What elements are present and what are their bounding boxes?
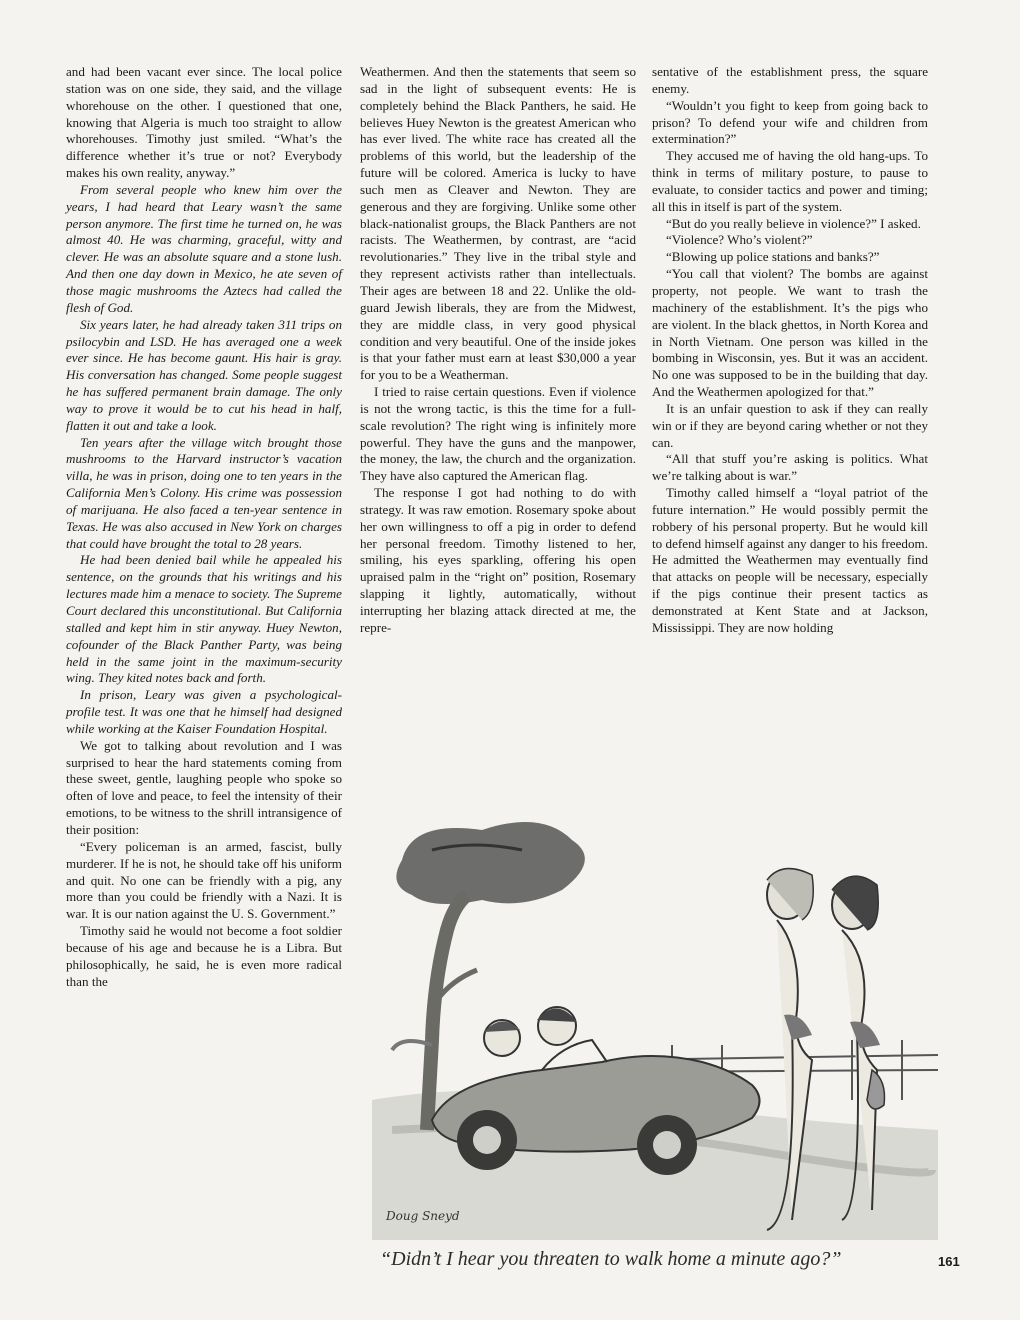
artist-signature: Doug Sneyd [386,1209,460,1223]
page-number: 161 [938,1254,960,1269]
cartoon-illustration [372,800,938,1240]
men-in-car [484,1007,577,1056]
paragraph: Weathermen. And then the statements that seem so sad in the light of subsequent events: He is completely behind the Black Panthers, he said. He believes Huey Newton is the greatest American who has ever lived. The white race has created all the problems of this world, but the leadership of the future will be colored. America is lucky to have such men as Cleaver and Newton. They are generous and they are forgiving. Unlike some other black-nationalist groups, the Black Panthers are not racists. The Weathermen, by contrast, are “acid revolutionaries.” They live in the tribal style and they represent activists rather than intellectuals. Their ages are between 18 and 22. Unlike the old-guard Jewish liberals, they are from the Midwest, they are middle class, in very good physical condition and very beautiful. One of the inside jokes is that your father must earn at least $30,000 a year for you to be a Weatherman. [360,64,636,383]
paragraph: and had been vacant ever since. The local police station was on one side, they said, and the village whorehouse on the other. I questioned that one, knowing that Algeria is much too straight to allow whorehouses. Timothy just smiled. “What’s the difference whether it’s true or not? Everybody makes his own reality, anyway.” [66,64,342,181]
paragraph: Timothy called himself a “loyal patriot of the future internation.” He would possibly permit the robbery of his personal property. But he would kill to defend himself against any danger to his freedom. He admitted the Weathermen may eventually find that attacks on people will be necessary, especially if the pigs continue their present tactics as demonstrated at Kent State and at Jackson, Mississippi. They are now holding [652,485,928,635]
paragraph: Six years later, he had already taken 311 trips on psilocybin and LSD. He has averaged one a week ever since. He has become gaunt. His hair is gray. His conversation has changed. Some people suggest he has suffered permanent brain damage. The only way to prove it would be to cut his head in half, flatten it out and take a look. [66,316,342,433]
paragraph: The response I got had nothing to do with strategy. It was raw emotion. Rosemary spoke about her own willingness to off a pig in order to defend her personal freedom. Timothy listened to her, smiling, his eyes sparkling, offering his open upraised palm in the “right on” position, Rosemary slapping it lightly, automatically, without interrupting her blazing attack directed at me, the repre- [360,485,636,635]
paragraph: They accused me of having the old hang-ups. To think in terms of military posture, to pause to evaluate, to consider tactics and power and timing; all this in itself is part of the system. [652,148,928,214]
paragraph: He had been denied bail while he appealed his sentence, on the grounds that his writings and his lectures made him a menace to society. The Supreme Court declared this unconstitutional. But California stalled and kept him in stir anyway. Huey Newton, cofounder of the Black Panther Party, was being held in the same joint in the maximum-security wing. They kited notes back and forth. [66,552,342,686]
paragraph: In prison, Leary was given a psychological-profile test. It was one that he himself had designed while working at the Kaiser Foundation Hospital. [66,687,342,736]
paragraph: “Wouldn’t you fight to keep from going back to prison? To defend your wife and children from extermination?” [652,97,928,147]
cartoon-caption: “Didn’t I hear you threaten to walk home a minute ago?” [380,1248,842,1270]
paragraph: “You call that violent? The bombs are against property, not people. We want to trash the machinery of the establishment. It’s the pigs who are violent. In the black ghettos, in North Korea and in North Vietnam. One person was killed in the bombing in Wisconsin, yes. But it was an accident. No one was supposed to be in the building that day. And the Weathermen apologized for that.” [652,266,928,400]
paragraph: “Blowing up police stations and banks?” [666,249,880,265]
paragraph: We got to talking about revolution and I was surprised to hear the hard statements coming from these sweet, gentle, laughing people who spoke so often of love and peace, to feel the intensity of their emotions, to be witness to the shrill intransigence of their position: [66,737,342,837]
paragraph: “But do you really believe in violence?” I asked. [666,215,921,231]
paragraph: “Every policeman is an armed, fascist, bully murderer. If he is not, he should take off his uniform and quit. No one can be friendly with a pig, any more than you could be friendly with a Nazi. It is war. It is our nation against the U. S. Government.” [66,838,342,922]
paragraph: Ten years after the village witch brought those mushrooms to the Harvard instructor’s vacation villa, he was in prison, doing one to ten years in the California Men’s Colony. His crime was possession of marijuana. He also faced a ten-year sentence in Texas. He was also accused in New York on charges that could have brought the total to 28 years. [66,434,342,551]
paragraph: “Violence? Who’s violent?” [666,232,813,248]
article-column-1 [66,64,342,990]
paragraph: “All that stuff you’re asking is politics. What we’re talking about is war.” [652,451,928,484]
paragraph: It is an unfair question to ask if they can really win or if they are beyond caring whether or not they can. [652,400,928,450]
paragraph: Timothy said he would not become a foot soldier because of his age and because he is a Libra. But philosophically, he said, he is even more radical than the [66,923,342,989]
paragraph: From several people who knew him over the years, I had heard that Leary wasn’t the same person anymore. The first time he turned on, he was almost 40. He was charming, graceful, witty and clever. He was an absolute square and a stone lush. And then one day down in Mexico, he ate seven of those magic mushrooms the Aztecs had called the flesh of God. [66,181,342,315]
article-column-3 [652,64,928,637]
paragraph: I tried to raise certain questions. Even if violence is not the wrong tactic, is this the time for a full-scale revolution? The right wing is infinitely more powerful. They have the guns and the manpower, the money, the law, the church and the organization. They have also captured the American flag. [360,384,636,484]
paragraph: sentative of the establishment press, the square enemy. [652,64,928,96]
article-column-2 [360,64,636,637]
